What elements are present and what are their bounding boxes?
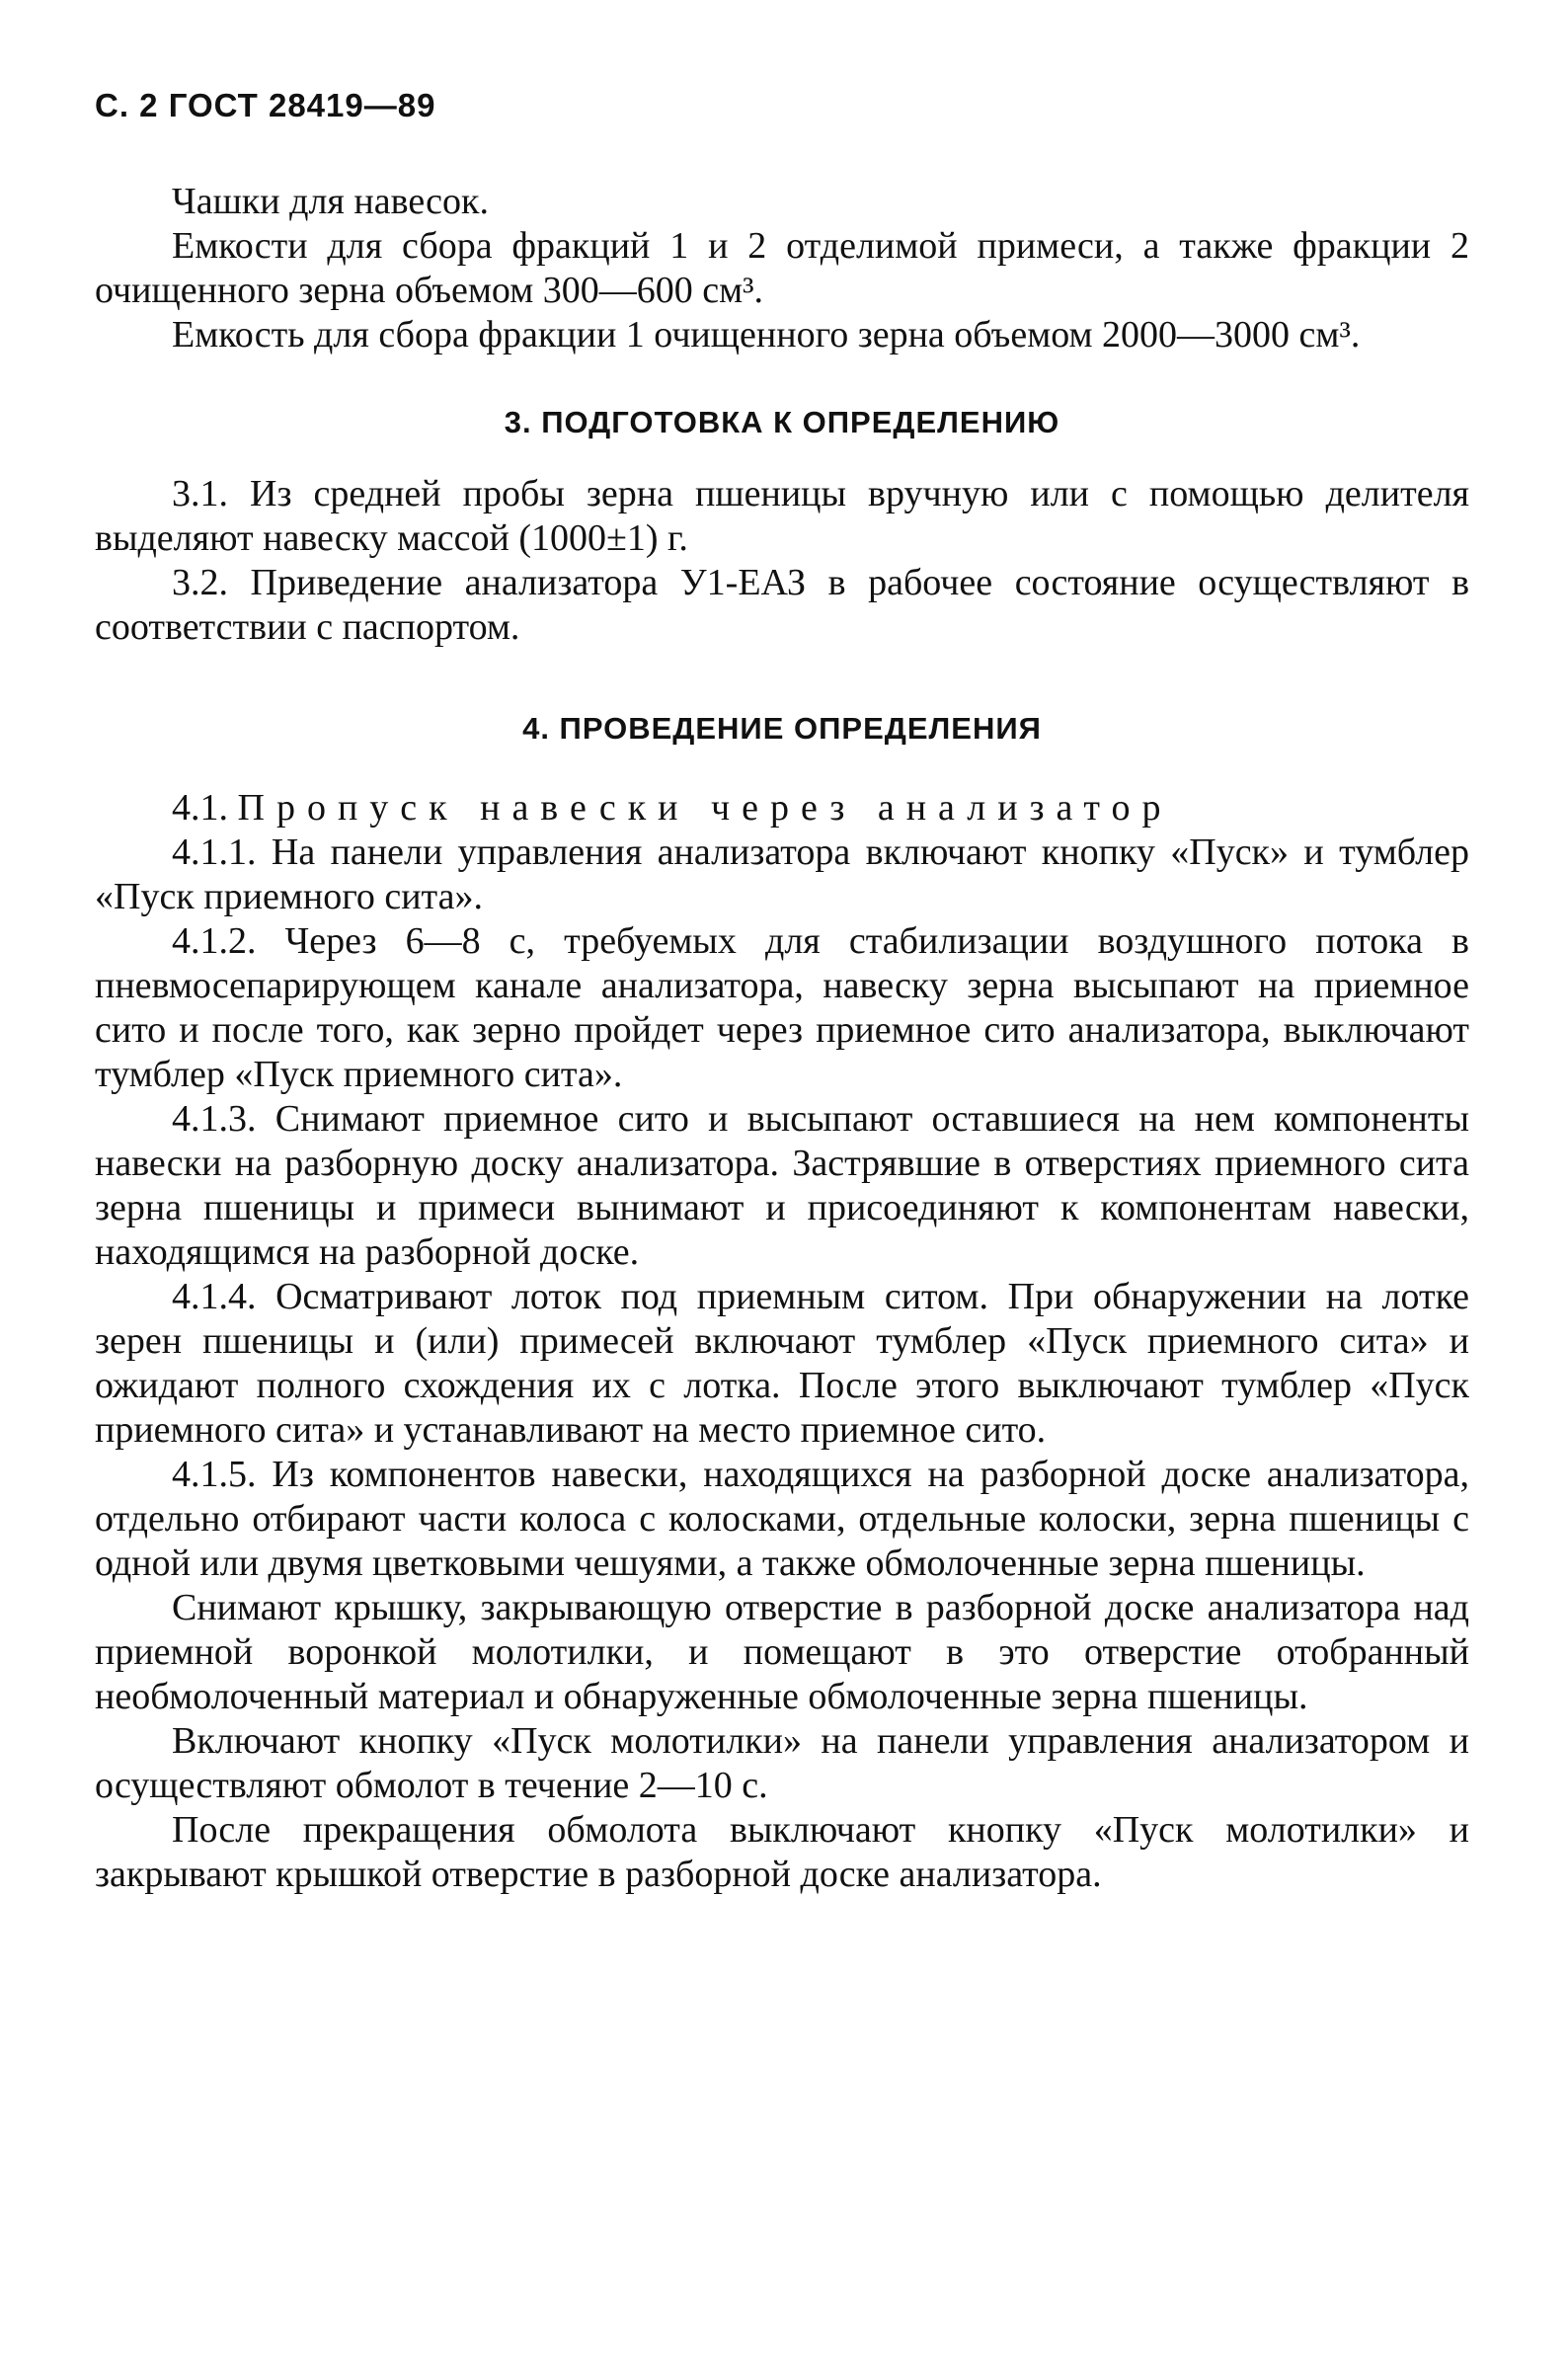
paragraph [95,1586,1469,1719]
paragraph-number: 3.2. [172,562,228,603]
running-head: С. 2 ГОСТ 28419—89 [95,87,436,123]
paragraph [95,1453,1469,1586]
paragraph-number: 4.1.5. [172,1454,257,1495]
paragraph-text: Снимают крышку, закрывающую отверстие в разборной доске анализатора над приемной воронкой молотилки, и помещают в это отверстие отобранный необмолоченный материал и обнаруженные обмолоченные зерна пшеницы. [95,1587,1469,1717]
paragraph-number: 4.1.1. [172,831,257,873]
paragraph [95,830,1469,919]
equipment-list [95,180,1469,357]
paragraph-text: Осматривают лоток под приемным ситом. При обнаружении на лотке зерен пшеницы и (или) примесей включают тумблер «Пуск приемного сита» и ожидают полного схождения их с лотка. После этого выключают тумблер «Пуск приемного сита» и устанавливают на место приемное сито. [95,1276,1469,1451]
paragraph-text: Приведение анализатора У1-ЕАЗ в рабочее состояние осуществляют в соответствии с паспортом. [95,562,1470,648]
paragraph-number: 3.1. [172,473,228,514]
subsection-4-1-heading [95,786,1469,830]
paragraph: Чашки для навесок. [172,181,489,222]
paragraph [95,561,1469,650]
paragraph-number: 4.1.4. [172,1276,257,1317]
paragraph-text: Включают кнопку «Пуск молотилки» на панели управления анализатором и осуществляют обмолот в течение 2—10 с. [95,1720,1469,1806]
paragraph-number: 4.1.2. [172,920,257,962]
section-4-body [95,786,1469,1897]
paragraph [95,1275,1469,1453]
paragraph-text: Снимают приемное сито и высыпают оставшиеся на нем компоненты навески на разборную доску анализатора. Застрявшие в отверстиях приемного сита зерна пшеницы и примеси вынимают и присоединяют к компонентам навески, находящимся на разборной доске. [95,1098,1469,1273]
paragraph [95,919,1469,1097]
paragraph [95,1097,1469,1275]
section-3-body [95,472,1469,650]
paragraph [95,472,1469,561]
paragraph-text: На панели управления анализатора включают кнопку «Пуск» и тумблер «Пуск приемного сита». [95,831,1470,917]
paragraph [95,1808,1469,1897]
paragraph-text: Из средней пробы зерна пшеницы вручную или с помощью делителя выделяют навеску массой (1000±1) г. [95,473,1470,559]
paragraph-number: 4.1. [172,787,228,829]
paragraph-text: После прекращения обмолота выключают кнопку «Пуск молотилки» и закрывают крышкой отверстие в разборной доске анализатора. [95,1809,1469,1895]
paragraph-text: Через 6—8 с, требуемых для стабилизации воздушного потока в пневмосепарирующем канале анализатора, навеску зерна высыпают на приемное сито и после того, как зерно пройдет через приемное сито анализатора, выключают тумблер «Пуск приемного сита». [95,920,1469,1095]
paragraph-number: 4.1.3. [172,1098,257,1140]
section-3-heading: 3. ПОДГОТОВКА К ОПРЕДЕЛЕНИЮ [504,405,1060,439]
paragraph [95,1719,1469,1808]
paragraph: Емкости для сбора фракций 1 и 2 отделимой примеси, а также фракции 2 очищенного зерна объемом 300—600 см³. [95,225,1469,311]
section-4-heading: 4. ПРОВЕДЕНИЕ ОПРЕДЕЛЕНИЯ [522,711,1042,746]
paragraph-text: Из компонентов навески, находящихся на разборной доске анализатора, отдельно отбирают части колоса с колосками, отдельные колоски, зерна пшеницы с одной или двумя цветковыми чешуями, а также обмолоченные зерна пшеницы. [95,1454,1469,1584]
subsection-title: Пропуск навески через анализатор [237,787,1173,829]
paragraph: Емкость для сбора фракции 1 очищенного зерна объемом 2000—3000 см³. [172,314,1361,356]
